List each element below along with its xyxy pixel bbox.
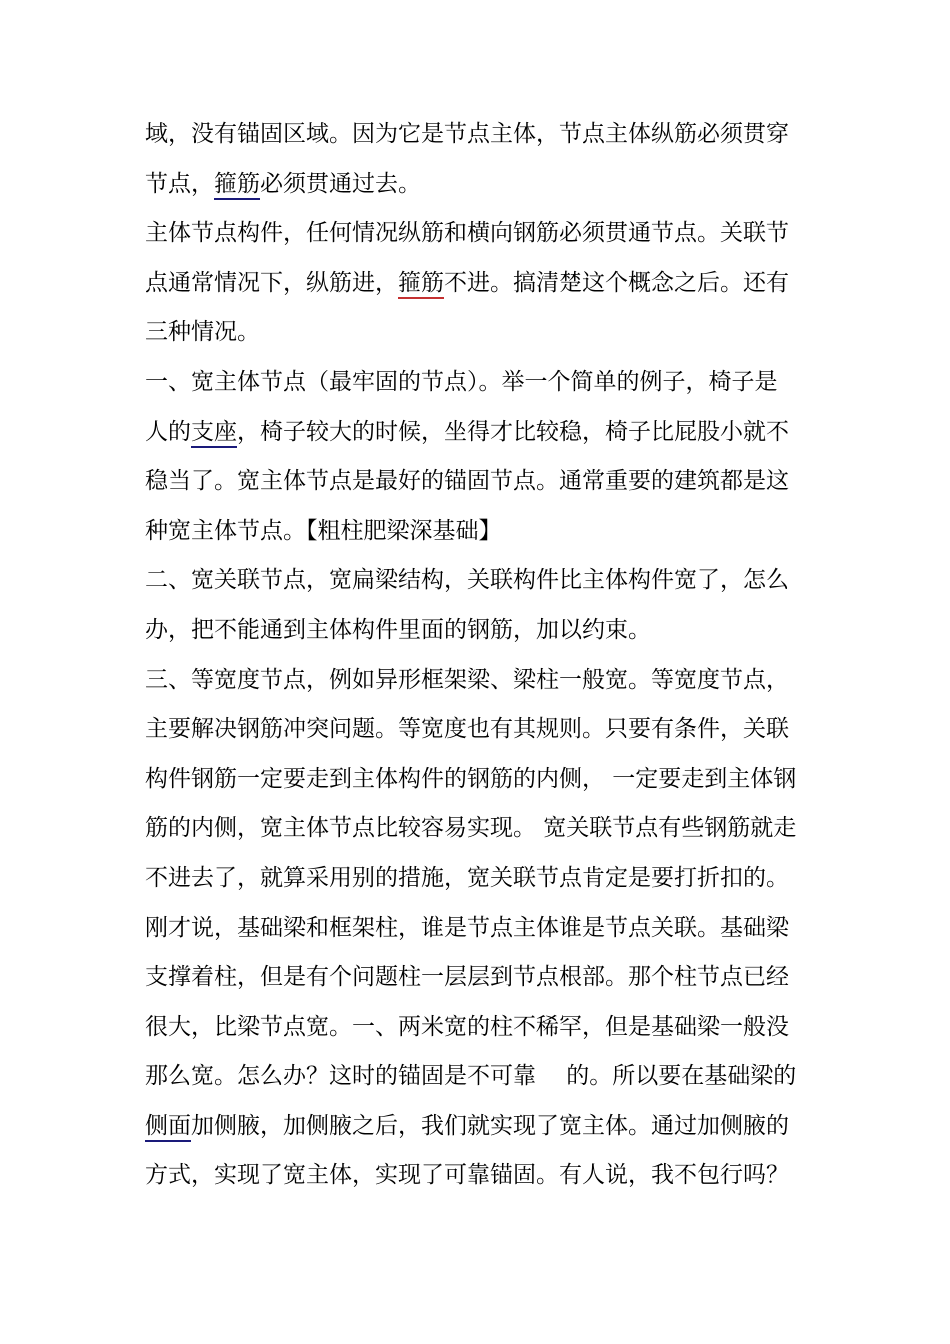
text-line: 侧面加侧腋，加侧腋之后，我们就实现了宽主体。通过加侧腋的: [145, 1102, 815, 1152]
text-line: 很大，比梁节点宽。一、两米宽的柱不稀罕，但是基础梁一般没: [145, 1013, 789, 1040]
text-line: 人的支座，椅子较大的时候，坐得才比较稳，椅子比屁股小就不: [145, 408, 815, 458]
text-line: 支撑着柱，但是有个问题柱一层层到节点根部。那个柱节点已经: [145, 964, 789, 991]
text-line: 办，把不能通到主体构件里面的钢筋，加以约束。: [145, 616, 651, 643]
text-line: 刚才说，基础梁和框架柱，谁是节点主体谁是节点关联。基础梁: [145, 914, 789, 941]
text-line: 三、等宽度节点，例如异形框架梁、梁柱一般宽。等宽度节点，: [145, 666, 789, 693]
text-line: 一、宽主体节点（最牢固的节点）。举一个简单的例子，椅子是: [145, 368, 778, 395]
text-line: 筋的内侧，宽主体节点比较容易实现。 宽关联节点有些钢筋就走: [145, 815, 797, 842]
underlined-term: 支座: [191, 419, 237, 448]
text-line: 二、宽关联节点，宽扁梁结构，关联构件比主体构件宽了，怎么: [145, 567, 789, 594]
text-line: 方式，实现了宽主体，实现了可靠锚固。有人说，我不包行吗？: [145, 1162, 789, 1189]
text-line: 不进去了，就算采用别的措施，宽关联节点肯定是要打折扣的。: [145, 864, 789, 891]
body-text: [145, 110, 815, 1201]
text-line: 节点，箍筋必须贯通过去。: [145, 160, 815, 210]
text-line: 构件钢筋一定要走到主体构件的钢筋的内侧， 一定要走到主体钢: [145, 765, 797, 792]
underlined-term: 箍筋: [398, 270, 444, 299]
underlined-term: 侧面: [145, 1113, 191, 1142]
text-line: 稳当了。宽主体节点是最好的锚固节点。通常重要的建筑都是这: [145, 468, 789, 495]
text-line: 域，没有锚固区域。因为它是节点主体，节点主体纵筋必须贯穿: [145, 121, 789, 147]
text-line: 三种情况。: [145, 319, 260, 346]
text-line: 主要解决钢筋冲突问题。等宽度也有其规则。只要有条件，关联: [145, 716, 789, 743]
text-line: 种宽主体节点。【粗柱肥梁深基础】: [145, 517, 502, 544]
underlined-term: 箍筋: [214, 171, 260, 200]
text-line: 主体节点构件，任何情况纵筋和横向钢筋必须贯通节点。关联节: [145, 220, 789, 247]
text-line: 那么宽。怎么办？这时的锚固是不可靠 的。所以要在基础梁的: [145, 1063, 797, 1090]
text-line: 点通常情况下，纵筋进，箍筋不进。搞清楚这个概念之后。还有: [145, 259, 815, 309]
